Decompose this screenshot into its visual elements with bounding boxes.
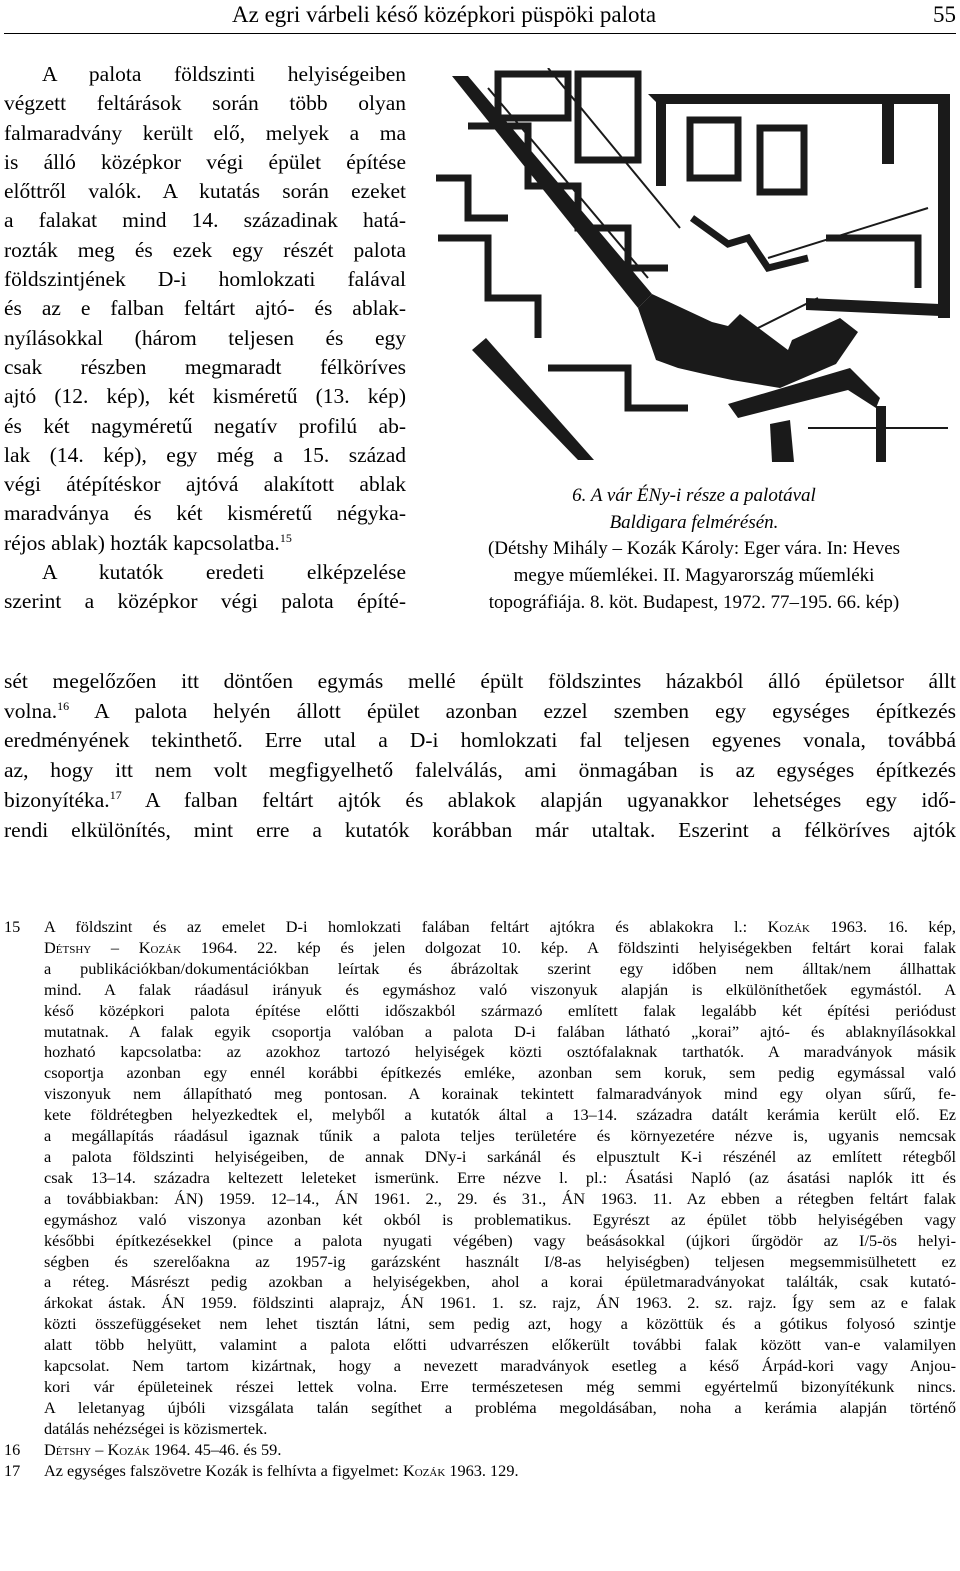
footnote-line: közti összefüggéseket nem lehet tisztán látni, sem pedig azt, hogy a közöttük és a gótikus folyosó szintje xyxy=(44,1314,956,1334)
running-header xyxy=(0,0,960,36)
footnote-line: egymáshoz való viszonya azonban két okból is problematikus. Egyrészt az épület több helyiségében vagy xyxy=(44,1209,956,1229)
text-line: maradványa és két kisméretű négyka- xyxy=(4,501,406,526)
caption-line: topográfiája. 8. köt. Budapest, 1972. 77–195. 66. kép) xyxy=(488,591,900,613)
footnote-line: árkokat ástak. ÁN 1959. földszinti alaprajz, ÁN 1961. 1. sz. rajz, ÁN 1963. 2. sz. rajz. Így sem az e falak xyxy=(44,1293,956,1313)
footnote-line: késő középkori palota építése előtti időszakból származó említett falak legalább két építési periódust xyxy=(44,1000,956,1020)
caption-line: (Détshy Mihály – Kozák Károly: Eger vára. In: Heves xyxy=(487,538,901,560)
footnote-line: kori vár épületeinek részei lettek volna. Erre természetesen még semmi egyértelmű bizonyítékunk nincs. xyxy=(44,1376,956,1396)
text-line: és az e falban feltárt ajtó- és ablak- xyxy=(4,296,406,321)
footnote-line: A leletanyag újbóli vizsgálata talán segíthet a probléma megoldásában, noha a kerámia alapján történő xyxy=(44,1397,956,1417)
text-line: földszintjének D-i homlokzati falával xyxy=(4,267,406,292)
text-line: sét megelőzően itt döntően egymás mellé épült földszintes házakból álló épületsor állt xyxy=(4,669,956,693)
footnote-line: a palota földszinti helyiségeiben, de annak DNy-i sarkánál és elpusztult K-i részénél az említett rétegből xyxy=(44,1146,956,1166)
footnote-line: ségben és szerelőakna az 1957-ig garázsként használt I/8-as helyiségben) teljesen megsemmisülhetett ez xyxy=(44,1251,956,1271)
footnote-line: viszonyuk nem állapítható meg pontosan. A korainak tekintett falmaradványok mind egy olyan sűrű, fe- xyxy=(44,1084,956,1104)
text-line: csak részben megmaradt félköríves xyxy=(4,354,406,379)
figure-caption xyxy=(420,483,960,617)
text-line: is álló középkor végi épület építése xyxy=(4,149,406,174)
footnote-line: alatt több helyütt, valamint a palota előtti udvarrészen előkerült további falak között van-e valamilyen xyxy=(44,1335,956,1355)
footnote-line: csoportja azonban egy ennél korábbi építkezés emléke, azonban sem koruk, sem pedig egymással való xyxy=(44,1063,956,1083)
text-line: eredményének tekinthető. Erre utal a D-i homlokzati fal teljesen egyenes vonala, továbbá xyxy=(4,728,956,753)
castle-plan-drawing xyxy=(428,68,956,462)
text-line: előttről valók. A kutatás során ezeket xyxy=(4,179,406,204)
footnote-ref-16: 16 xyxy=(57,698,70,713)
text-line: végzett feltárások során több olyan xyxy=(4,91,406,116)
text-line: A kutatók eredeti elképzelése xyxy=(42,560,406,585)
text-line: szerint a középkor végi palota építé- xyxy=(4,589,406,614)
footnote-line: Az egységes falszövetre Kozák is felhívta a figyelmet: Kozák 1963. 129. xyxy=(44,1460,519,1480)
text-line: bizonyítéka.$^{17}$ A falban feltárt ajtók és ablakok alapján ugyanakkor lehetséges egy idő- xyxy=(4,787,956,812)
page-number: 55 xyxy=(933,2,956,27)
castle-plan-figure xyxy=(428,68,956,462)
footnote-line: hozható kapcsolatba: az azokhoz tartozó helyiségek közti osztófalaknak tarthatók. A maradványok másik xyxy=(44,1042,956,1062)
text-line: és két nagyméretű negatív profilú ab- xyxy=(4,413,406,438)
footnote-line: A földszint és az emelet D-i homlokzati falában feltárt ajtókra és ablakokra l.: Kozák 1963. 16. kép, xyxy=(44,917,956,936)
text-line: a falakat mind 14. századinak hatá- xyxy=(4,208,406,233)
text-line: réjos ablak) hozták kapcsolatba.$^{15}$ xyxy=(4,530,292,555)
caption-line: megye műemlékei. II. Magyarország műemléki xyxy=(513,565,875,587)
text-line: rozták meg és ezek egy részét palota xyxy=(4,237,406,262)
text-line: A palota földszinti helyiségeiben xyxy=(42,62,406,86)
footnote-number: 15 xyxy=(4,917,21,936)
footnote-line: mutatnak. A falak egyik csoportja valóban a palota D-i falában látható „korai” ajtó- és ablaknyílásokkal xyxy=(44,1021,956,1041)
footnotes xyxy=(4,917,956,1481)
footnote-number: 17 xyxy=(4,1460,21,1480)
footnote-line: a továbbiakban: ÁN) 1959. 12–14., ÁN 1961. 2., 29. és 31., ÁN 1963. 11. Az ebben a rétegben feltárt falak xyxy=(44,1188,956,1208)
footnote-line: Détshy – Kozák 1964. 45–46. és 59. xyxy=(44,1439,282,1459)
footnote-17 xyxy=(4,1461,956,1482)
footnote-16 xyxy=(4,1440,956,1461)
footnote-line: kapcsolat. Nem tartom kizártnak, hogy a nevezett maradványok esetleg a késő Árpád-kori vagy Anjou- xyxy=(44,1356,956,1376)
footnote-line: a publikációkban/dokumentációkban leírtak és ábrázoltak szerint egy időben nem álltak/nem állhattak xyxy=(44,958,956,978)
text-line: ajtó (12. kép), két kisméretű (13. kép) xyxy=(4,384,406,409)
text-line: lak (14. kép), egy még a 15. század xyxy=(4,442,406,467)
running-title: Az egri várbeli késő középkori püspöki palota xyxy=(232,2,657,27)
footnote-number: 16 xyxy=(4,1439,21,1459)
footnote-line: mind. A falak ráadásul irányuk és egymáshoz való viszonyuk alapján is elkülöníthetőek egymástól. A xyxy=(44,979,956,999)
text-line: falmaradvány került elő, melyek a ma xyxy=(4,120,406,145)
left-column-text xyxy=(4,60,406,617)
text-line: rendi elkülönítés, mint erre a kutatók korábban már utaltak. Eszerint a félköríves ajtók xyxy=(4,817,956,842)
footnote-line: a megállapítás ráadásul igaznak tűnik a palota teljes területére és környezetére nézve is, ugyanis nemcsak xyxy=(44,1126,956,1146)
footnote-15 xyxy=(4,917,956,1440)
footnote-line: Détshy – Kozák 1964. 22. kép és jelen dolgozat 10. kép. A földszinti helyiségekben feltárt korai falak xyxy=(44,937,957,957)
footnote-line: a réteg. Másrészt pedig azokban a helyiségekben, ahol a korai épületmaradványokat találták, csak kutató- xyxy=(44,1272,956,1292)
footnote-line: datálás nehézségei is közismertek. xyxy=(44,1418,268,1438)
footnote-ref-15: 15 xyxy=(279,530,292,545)
header-rule xyxy=(4,33,956,34)
full-width-text xyxy=(4,667,956,845)
footnote-ref-17: 17 xyxy=(109,787,122,802)
footnote-line: kete földrétegben helyezkedtek el, melyből a kutatók által a 13–14. századra datált kerámia került elő. Ez xyxy=(44,1105,956,1125)
caption-line: Baldigara felmérésén. xyxy=(609,511,779,533)
text-line: nyílásokkal (három teljesen és egy xyxy=(4,325,406,350)
footnote-line: későbbi építkezésekkel (pince a palota nyugati végében) vagy beásásokkal (újkori űrgödör az I/5-ös helyi- xyxy=(44,1230,956,1250)
text-line: az, hogy itt nem volt megfigyelhető falelválás, ami önmagában is az egységes építkezés xyxy=(4,758,956,783)
text-line: volna.$^{16}$ A palota helyén állott épület azonban ezzel szemben egy egységes építkezés xyxy=(4,698,956,723)
footnote-line: csak 13–14. századra keltezett leleteket ismerünk. Erre nézve l. pl.: Ásatási Napló (az ásatási naplók itt és xyxy=(44,1167,956,1187)
caption-line: 6. A vár ÉNy-i része a palotával xyxy=(572,485,816,506)
text-line: végi átépítéskor ajtóvá alakított ablak xyxy=(4,472,406,497)
